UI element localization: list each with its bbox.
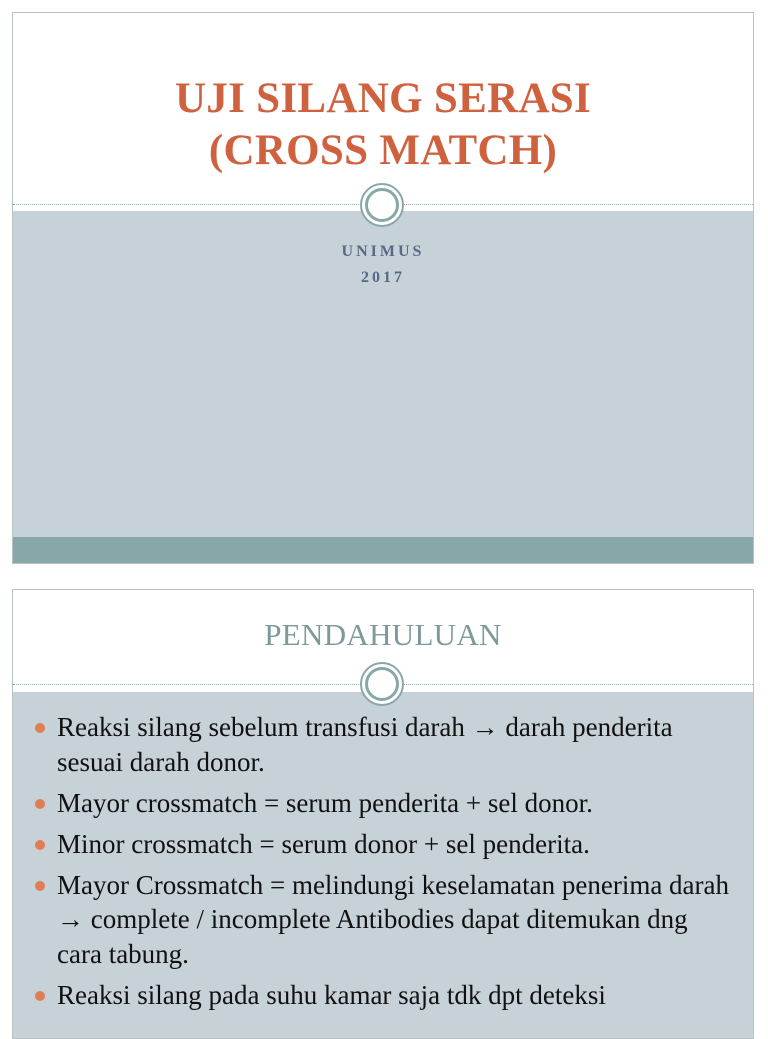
bullet-text: Reaksi silang sebelum transfusi darah → darah penderita sesuai darah donor. xyxy=(57,712,673,777)
title-slide xyxy=(12,12,754,564)
title-area xyxy=(13,13,753,205)
slide-title-line-1: UJI SILANG SERASI xyxy=(174,75,592,122)
bullet-item xyxy=(35,868,735,972)
bullet-item xyxy=(35,710,735,779)
footer-band xyxy=(13,537,753,564)
bullet-dot-icon xyxy=(35,799,45,809)
bullet-text: Minor crossmatch = serum donor + sel penderita. xyxy=(57,828,590,859)
bullet-dot-icon xyxy=(35,840,45,850)
ring-ornament-icon xyxy=(360,183,404,227)
subtitle-institution: UNIMUS xyxy=(341,243,425,260)
bullet-text: Reaksi silang pada suhu kamar saja tdk dpt deteksi xyxy=(57,979,606,1010)
bullet-item xyxy=(35,786,735,821)
bullet-dot-icon xyxy=(35,881,45,891)
bullet-dot-icon xyxy=(35,723,45,733)
slide-title-line-2: (CROSS MATCH) xyxy=(208,127,558,174)
bullet-text: Mayor crossmatch = serum penderita + sel donor. xyxy=(57,787,593,818)
bullet-list xyxy=(35,710,735,1019)
slide-heading: PENDAHULUAN xyxy=(264,617,502,652)
content-slide xyxy=(12,589,754,1039)
bullet-item xyxy=(35,978,735,1013)
bullet-text: Mayor Crossmatch = melindungi keselamatan penerima darah → complete / incomplete Antibodies dapat ditemukan dng cara tabung. xyxy=(57,869,730,969)
bullet-dot-icon xyxy=(35,991,45,1001)
bullet-item xyxy=(35,827,735,862)
ring-ornament-icon xyxy=(360,662,404,706)
subtitle-year: 2017 xyxy=(361,269,405,286)
